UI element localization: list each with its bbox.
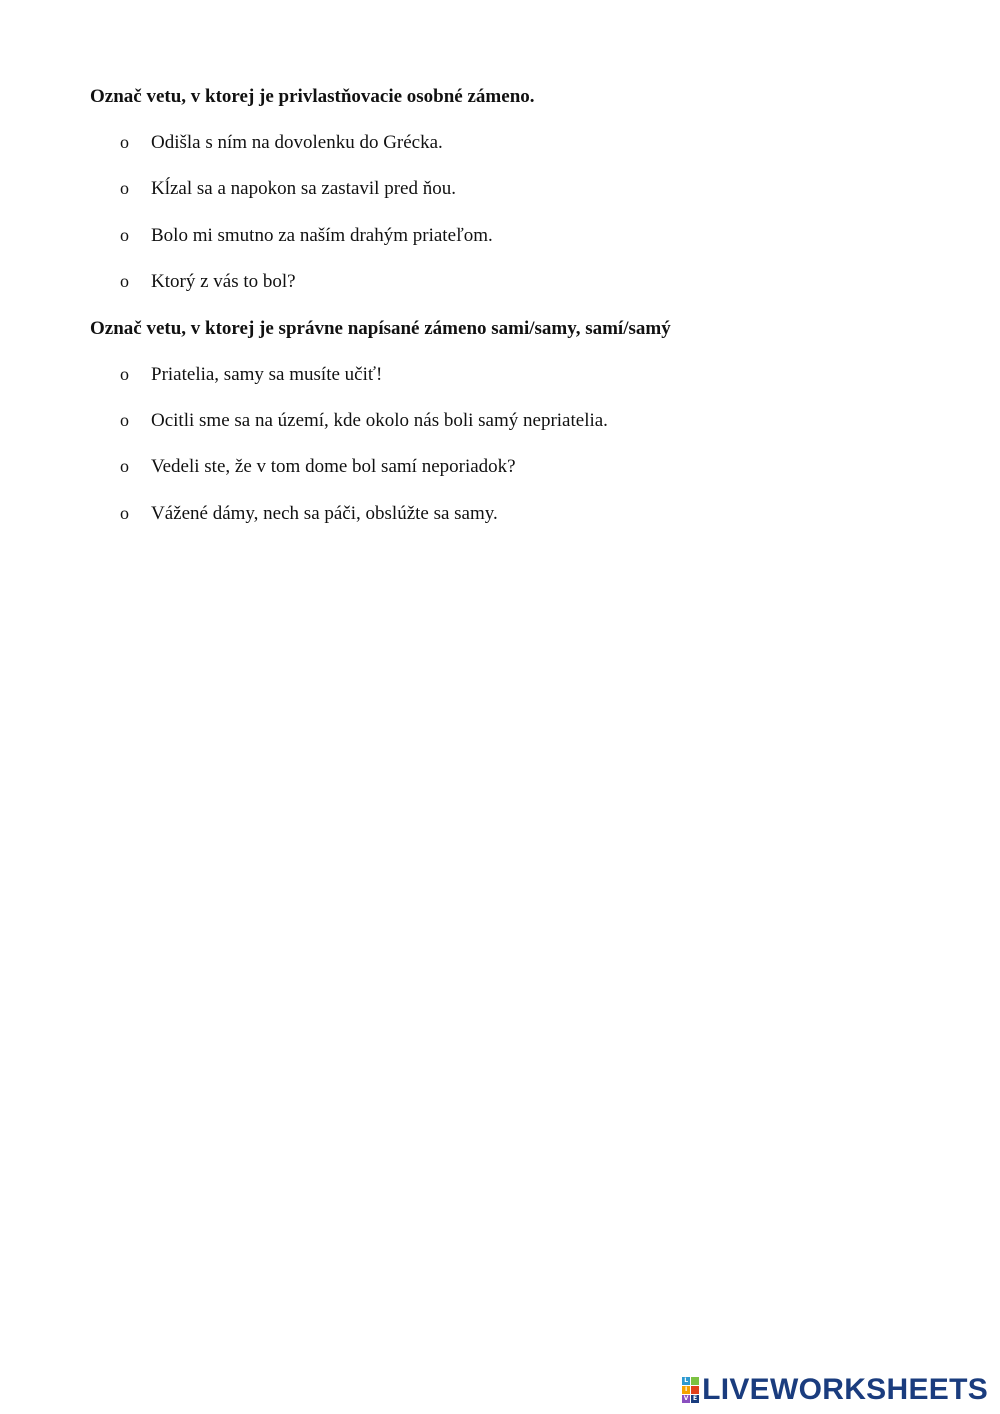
option-label: Ktorý z vás to bol? <box>151 271 296 292</box>
option-label: Ocitli sme sa na území, kde okolo nás boli samý nepriatelia. <box>151 410 608 431</box>
radio-circle-icon[interactable]: o <box>120 503 129 523</box>
liveworksheets-mark-icon: L I V E <box>683 1377 698 1402</box>
logo-wordmark: LIVEWORKSHEETS <box>702 1373 988 1406</box>
option-label: Priatelia, samy sa musíte učiť! <box>151 364 383 385</box>
option-label: Bolo mi smutno za naším drahým priateľom. <box>151 225 493 246</box>
radio-circle-icon[interactable]: o <box>120 271 129 291</box>
question-1-option-3[interactable] <box>120 223 493 247</box>
option-label: Odišla s ním na dovolenku do Grécka. <box>151 132 443 153</box>
question-1-option-1[interactable] <box>120 130 443 154</box>
radio-circle-icon[interactable]: o <box>120 225 129 245</box>
liveworksheets-logo <box>682 1374 988 1406</box>
radio-circle-icon[interactable]: o <box>120 456 129 476</box>
option-label: Vážené dámy, nech sa páči, obslúžte sa samy. <box>151 503 498 524</box>
question-2-option-1[interactable] <box>120 362 382 386</box>
option-label: Kĺzal sa a napokon sa zastavil pred ňou. <box>151 178 456 199</box>
question-1-option-2[interactable] <box>120 176 456 200</box>
radio-circle-icon[interactable]: o <box>120 178 129 198</box>
radio-circle-icon[interactable]: o <box>120 364 129 384</box>
radio-circle-icon[interactable]: o <box>120 132 129 152</box>
question-2-option-2[interactable] <box>120 408 608 432</box>
option-label: Vedeli ste, že v tom dome bol samí neporiadok? <box>151 456 516 477</box>
question-2-option-4[interactable] <box>120 501 498 525</box>
question-2-prompt: Označ vetu, v ktorej je správne napísané zámeno sami/samy, samí/samý <box>90 318 671 339</box>
radio-circle-icon[interactable]: o <box>120 410 129 430</box>
question-1-prompt: Označ vetu, v ktorej je privlastňovacie osobné zámeno. <box>90 86 535 107</box>
question-2-option-3[interactable] <box>120 454 516 478</box>
question-1-option-4[interactable] <box>120 269 296 293</box>
